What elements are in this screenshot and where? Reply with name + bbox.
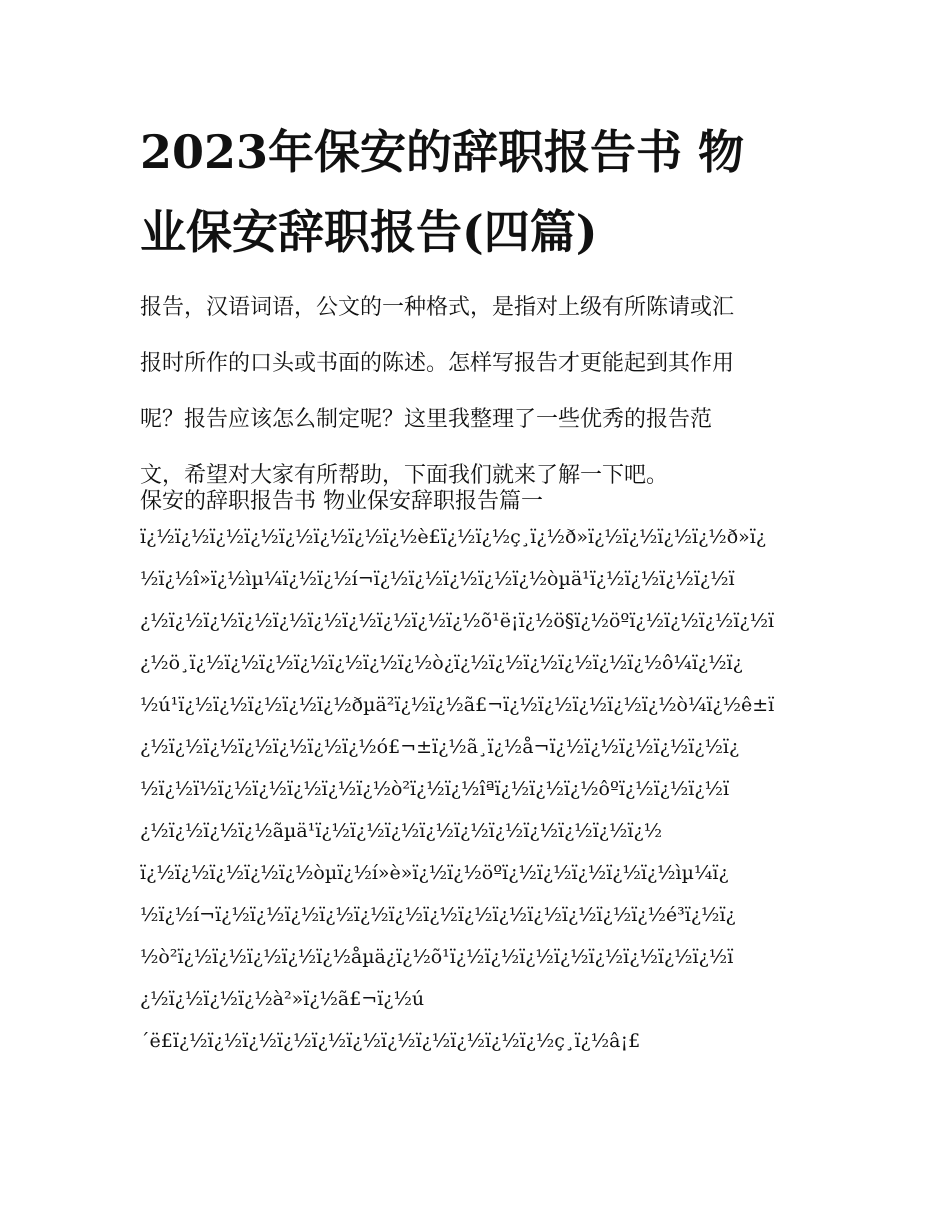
body-line: ¿½ï¿½ï¿½ï¿½à²»ï¿½ã£¬ï¿½ú (140, 988, 425, 1010)
body-line: ½ï¿½î»ï¿½ìµ¼ï¿½ï¿½í¬ï¿½ï¿½ï¿½ï¿½ï¿½òµä¹ï¿½ï¿½ï¿½ï¿½ï (140, 568, 735, 590)
title-line: 2023年保安的辞职报告书 物 (140, 125, 745, 179)
title-line: 业保安辞职报告(四篇) (140, 205, 598, 259)
body-line: ï¿½ï¿½ï¿½ï¿½ï¿½ï¿½ï¿½ï¿½è£ï¿½ï¿½ç¸ï¿½ð»ï¿½ï¿½ï¿½ï¿½ð»ï¿ (140, 526, 767, 548)
body-line: ½ò²ï¿½ï¿½ï¿½ï¿½ï¿½åµä¿ï¿½õ¹ï¿½ï¿½ï¿½ï¿½ï¿½ï¿½ï¿½ï¿½ï (140, 946, 734, 968)
body-line: ¿½ï¿½ï¿½ï¿½ï¿½ï¿½ï¿½ó£¬±ï¿½ã¸ï¿½å¬ï¿½ï¿½ï¿½ï¿½ï¿½ï¿ (140, 736, 740, 758)
body-line: ï¿½ï¿½ï¿½ï¿½ï¿½òµï¿½í»è»ï¿½ï¿½öºï¿½ï¿½ï¿½ï¿½ï¿½ìµ¼ï¿ (140, 862, 729, 884)
body-line: ¿½ö¸ï¿½ï¿½ï¿½ï¿½ï¿½ï¿½ï¿½ò¿ï¿½ï¿½ï¿½ï¿½ï¿½ï¿½ô¼ï¿½ï¿ (140, 652, 743, 674)
body-line: ½ï¿½í¬ï¿½ï¿½ï¿½ï¿½ï¿½ï¿½ï¿½ï¿½ï¿½ï¿½ï¿½ï¿½ï¿½é³ï¿½ï¿ (140, 904, 736, 926)
section-heading: 保安的辞职报告书 物业保安辞职报告篇一 (140, 489, 543, 514)
document-title (140, 112, 820, 272)
garbled-body-text (140, 516, 840, 1062)
intro-line: 报时所作的口头或书面的陈述。怎样写报告才更能起到其作用 (140, 351, 735, 376)
body-line: ¿½ï¿½ï¿½ï¿½ï¿½ï¿½ï¿½ï¿½ï¿½ï¿½õ¹ë¡ï¿½ö§ï¿½öºï¿½ï¿½ï¿½ï¿½ï (140, 610, 775, 632)
intro-line: 文，希望对大家有所帮助，下面我们就来了解一下吧。 (140, 463, 669, 488)
intro-line: 呢？报告应该怎么制定呢？这里我整理了一些优秀的报告范 (140, 407, 713, 432)
body-line: ¿½ï¿½ï¿½ï¿½ãµä¹ï¿½ï¿½ï¿½ï¿½ï¿½ï¿½ï¿½ï¿½ï¿½ï¿½ (140, 820, 663, 842)
intro-line: 报告，汉语词语，公文的一种格式，是指对上级有所陈请或汇 (140, 295, 735, 320)
body-line: ´ë£ï¿½ï¿½ï¿½ï¿½ï¿½ï¿½ï¿½ï¿½ï¿½ï¿½ï¿½ç¸ï¿½â¡£ (140, 1030, 641, 1052)
body-line: ½ï¿½ï½ï¿½ï¿½ï¿½ï¿½ï¿½ò²ï¿½ï¿½îªï¿½ï¿½ï¿½ôºï¿½ï¿½ï¿½ï (140, 778, 730, 800)
intro-paragraph (140, 280, 820, 504)
body-line: ½ú¹ï¿½ï¿½ï¿½ï¿½ï¿½ðµä²ï¿½ï¿½ã£¬ï¿½ï¿½ï¿½ï¿½ï¿½ò¼ï¿½ê±ï (140, 694, 775, 716)
